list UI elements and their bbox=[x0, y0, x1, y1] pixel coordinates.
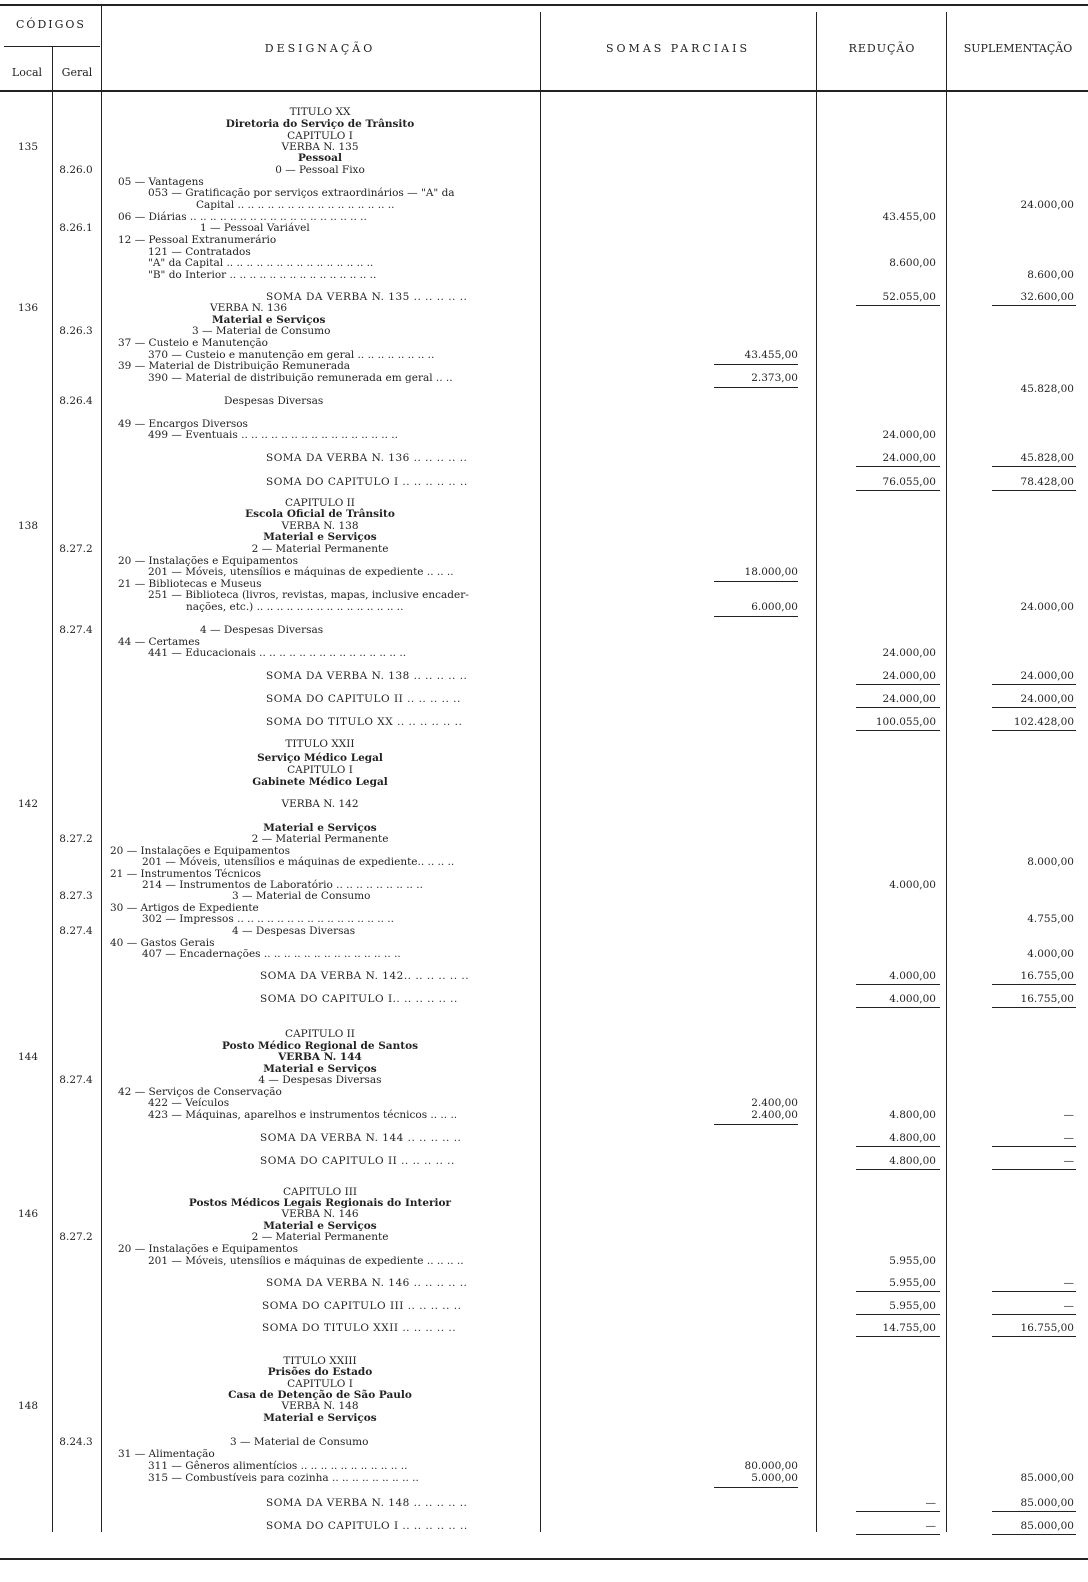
partial-sum: 43.455,00 bbox=[744, 349, 798, 361]
partial-sum: 2.373,00 bbox=[751, 372, 798, 384]
budget-row bbox=[0, 508, 1088, 520]
designation: 20 — Instalações e Equipamentos bbox=[110, 845, 290, 857]
budget-row bbox=[0, 1109, 1088, 1121]
supplement-value: 78.428,00 bbox=[1020, 476, 1074, 488]
budget-row bbox=[0, 1028, 1088, 1040]
reduction-value: — bbox=[925, 1497, 936, 1509]
budget-row bbox=[0, 1366, 1088, 1378]
designation: SOMA DA VERBA N. 142.. .. .. .. .. .. bbox=[260, 970, 470, 982]
budget-row bbox=[0, 1448, 1088, 1460]
supplement-value: — bbox=[1063, 1109, 1074, 1121]
total-row bbox=[0, 1132, 1088, 1144]
header-designacao: DESIGNAÇÃO bbox=[264, 42, 376, 55]
supplement-value: 24.000,00 bbox=[1020, 601, 1074, 613]
budget-row bbox=[0, 948, 1088, 960]
designation: SOMA DO CAPITULO II .. .. .. .. .. bbox=[266, 693, 461, 705]
local-code: 138 bbox=[17, 520, 39, 532]
designation: 44 — Certames bbox=[118, 636, 200, 648]
designation: 499 — Eventuais .. .. .. .. .. .. .. .. .. .. .. .. .. .. .. .. bbox=[148, 429, 398, 441]
total-row bbox=[0, 476, 1088, 488]
designation: 2 — Material Permanente bbox=[251, 833, 389, 845]
budget-row bbox=[0, 118, 1088, 130]
designation: SOMA DA VERBA N. 146 .. .. .. .. .. bbox=[266, 1277, 468, 1289]
budget-row bbox=[0, 738, 1088, 750]
designation: Prisões do Estado bbox=[267, 1366, 373, 1378]
supplement-value: — bbox=[1063, 1155, 1074, 1167]
designation: Escola Oficial de Trânsito bbox=[245, 508, 395, 520]
geral-code: 8.27.4 bbox=[59, 925, 93, 937]
designation: 121 — Contratados bbox=[148, 246, 251, 258]
budget-row bbox=[0, 798, 1088, 810]
local-code: 135 bbox=[17, 141, 39, 153]
designation: 4 — Despesas Diversas bbox=[200, 624, 324, 636]
reduction-value: 5.955,00 bbox=[889, 1255, 936, 1267]
designation: 30 — Artigos de Expediente bbox=[110, 902, 259, 914]
reduction-value: 76.055,00 bbox=[882, 476, 936, 488]
local-code: 146 bbox=[17, 1208, 39, 1220]
designation: 06 — Diárias .. .. .. .. .. .. .. .. .. .. .. .. .. .. .. .. .. .. bbox=[118, 211, 367, 223]
designation: 4 — Despesas Diversas bbox=[258, 1074, 382, 1086]
reduction-value: — bbox=[925, 1520, 936, 1532]
reduction-value: 8.600,00 bbox=[889, 257, 936, 269]
designation: SOMA DA VERBA N. 138 .. .. .. .. .. bbox=[266, 670, 468, 682]
designation: 201 — Móveis, utensílios e máquinas de expediente .. .. .. bbox=[148, 566, 454, 578]
total-row bbox=[0, 452, 1088, 464]
partial-sum: 80.000,00 bbox=[744, 1460, 798, 1472]
designation: VERBA N. 148 bbox=[281, 1400, 359, 1412]
supplement-value: 85.000,00 bbox=[1020, 1520, 1074, 1532]
reduction-value: 24.000,00 bbox=[882, 670, 936, 682]
local-code: 148 bbox=[17, 1400, 39, 1412]
designation: 214 — Instrumentos de Laboratório .. .. .. .. .. .. .. .. .. bbox=[142, 879, 423, 891]
designation: 315 — Combustíveis para cozinha .. .. .. .. .. .. .. .. .. bbox=[148, 1472, 419, 1484]
budget-row bbox=[0, 647, 1088, 659]
designation: "A" da Capital .. .. .. .. .. .. .. .. .. .. .. .. .. .. .. bbox=[148, 257, 374, 269]
budget-row bbox=[0, 764, 1088, 776]
supplement-value: 16.755,00 bbox=[1020, 993, 1074, 1005]
designation: CAPITULO I bbox=[287, 764, 353, 776]
budget-row bbox=[0, 106, 1088, 118]
designation: SOMA DO TITULO XXII .. .. .. .. .. bbox=[262, 1322, 457, 1334]
partial-sum: 6.000,00 bbox=[751, 601, 798, 613]
supplement-value: 16.755,00 bbox=[1020, 970, 1074, 982]
budget-row bbox=[0, 776, 1088, 788]
total-row bbox=[0, 1497, 1088, 1509]
geral-code: 8.27.3 bbox=[59, 890, 93, 902]
designation: VERBA N. 135 bbox=[281, 141, 359, 153]
budget-row bbox=[0, 913, 1088, 925]
designation: 201 — Móveis, utensílios e máquinas de expediente .. .. .. .. bbox=[148, 1255, 464, 1267]
designation: Serviço Médico Legal bbox=[257, 752, 383, 764]
designation: SOMA DO CAPITULO II .. .. .. .. .. bbox=[260, 1155, 455, 1167]
designation: CAPITULO II bbox=[285, 1028, 355, 1040]
budget-row bbox=[0, 601, 1088, 613]
reduction-value: 100.055,00 bbox=[875, 716, 936, 728]
header-reducao: REDUÇÃO bbox=[848, 42, 916, 55]
budget-row bbox=[0, 152, 1088, 164]
total-row bbox=[0, 1155, 1088, 1167]
budget-row bbox=[0, 890, 1088, 902]
budget-row bbox=[0, 1243, 1088, 1255]
total-row bbox=[0, 993, 1088, 1005]
budget-row bbox=[0, 925, 1088, 937]
designation: SOMA DO CAPITULO III .. .. .. .. .. bbox=[262, 1300, 462, 1312]
budget-row bbox=[0, 1255, 1088, 1267]
budget-row bbox=[0, 429, 1088, 441]
budget-row bbox=[0, 624, 1088, 636]
reduction-value: 24.000,00 bbox=[882, 429, 936, 441]
designation: SOMA DA VERBA N. 136 .. .. .. .. .. bbox=[266, 452, 468, 464]
reduction-value: 24.000,00 bbox=[882, 647, 936, 659]
reduction-value: 5.955,00 bbox=[889, 1300, 936, 1312]
supplement-value: 24.000,00 bbox=[1020, 199, 1074, 211]
total-row bbox=[0, 716, 1088, 728]
header-geral: Geral bbox=[61, 66, 93, 79]
designation: Material e Serviços bbox=[263, 531, 377, 543]
designation: "B" do Interior .. .. .. .. .. .. .. .. .. .. .. .. .. .. .. bbox=[148, 269, 377, 281]
header-somas-parciais: SOMAS PARCIAIS bbox=[606, 42, 750, 55]
designation: 1 — Pessoal Variável bbox=[200, 222, 310, 234]
budget-row bbox=[0, 531, 1088, 543]
budget-row bbox=[0, 1208, 1088, 1220]
designation: Capital .. .. .. .. .. .. .. .. .. .. .. .. .. .. .. .. bbox=[196, 199, 395, 211]
supplement-value: 85.000,00 bbox=[1020, 1497, 1074, 1509]
designation: 3 — Material de Consumo bbox=[192, 325, 331, 337]
designation: VERBA N. 144 bbox=[278, 1051, 362, 1063]
designation: 40 — Gastos Gerais bbox=[110, 937, 215, 949]
supplement-value: 45.828,00 bbox=[1020, 383, 1074, 395]
designation: Casa de Detenção de São Paulo bbox=[228, 1389, 412, 1401]
geral-code: 8.27.2 bbox=[59, 543, 93, 555]
budget-row bbox=[0, 234, 1088, 246]
designation: 49 — Encargos Diversos bbox=[118, 418, 248, 430]
budget-row bbox=[0, 1074, 1088, 1086]
designation: 20 — Instalações e Equipamentos bbox=[118, 555, 298, 567]
designation: SOMA DA VERBA N. 135 .. .. .. .. .. bbox=[266, 291, 468, 303]
budget-row bbox=[0, 752, 1088, 764]
budget-row bbox=[0, 1412, 1088, 1424]
designation: Material e Serviços bbox=[263, 1220, 377, 1232]
budget-row bbox=[0, 833, 1088, 845]
geral-code: 8.24.3 bbox=[59, 1436, 93, 1448]
reduction-value: 4.000,00 bbox=[889, 993, 936, 1005]
geral-code: 8.27.4 bbox=[59, 1074, 93, 1086]
designation: 3 — Material de Consumo bbox=[232, 890, 371, 902]
geral-code: 8.27.2 bbox=[59, 833, 93, 845]
header-codigos: CÓDIGOS bbox=[16, 18, 86, 31]
budget-row bbox=[0, 1097, 1088, 1109]
reduction-value: 4.000,00 bbox=[889, 970, 936, 982]
designation: 423 — Máquinas, aparelhos e instrumentos técnicos .. .. .. bbox=[148, 1109, 458, 1121]
geral-code: 8.26.3 bbox=[59, 325, 93, 337]
designation: 31 — Alimentação bbox=[118, 1448, 215, 1460]
designation: nações, etc.) .. .. .. .. .. .. .. .. .. .. .. .. .. .. .. bbox=[186, 601, 404, 613]
designation: 390 — Material de distribuição remunerada em geral .. .. bbox=[148, 372, 453, 384]
budget-row bbox=[0, 856, 1088, 868]
designation: 0 — Pessoal Fixo bbox=[275, 164, 365, 176]
designation: Gabinete Médico Legal bbox=[252, 776, 388, 788]
designation: SOMA DA VERBA N. 144 .. .. .. .. .. bbox=[260, 1132, 462, 1144]
geral-code: 8.26.1 bbox=[59, 222, 93, 234]
total-row bbox=[0, 670, 1088, 682]
supplement-value: 4.755,00 bbox=[1027, 913, 1074, 925]
budget-row bbox=[0, 360, 1088, 372]
designation: 21 — Bibliotecas e Museus bbox=[118, 578, 262, 590]
designation: 407 — Encadernações .. .. .. .. .. .. .. .. .. .. .. .. .. .. bbox=[142, 948, 401, 960]
designation: SOMA DO CAPITULO I .. .. .. .. .. .. bbox=[266, 1520, 468, 1532]
designation: 05 — Vantagens bbox=[118, 176, 204, 188]
budget-row bbox=[0, 589, 1088, 601]
designation: 2 — Material Permanente bbox=[251, 1231, 389, 1243]
designation: CAPITULO I bbox=[287, 1378, 353, 1390]
header-suplementacao: SUPLEMENTAÇÃO bbox=[963, 42, 1073, 55]
designation: Diretoria do Serviço de Trânsito bbox=[225, 118, 415, 130]
supplement-value: 85.000,00 bbox=[1020, 1472, 1074, 1484]
budget-row bbox=[0, 1051, 1088, 1063]
partial-sum: 18.000,00 bbox=[744, 566, 798, 578]
partial-sum: 2.400,00 bbox=[751, 1109, 798, 1121]
reduction-value: 43.455,00 bbox=[882, 211, 936, 223]
budget-row bbox=[0, 199, 1088, 211]
local-code: 142 bbox=[17, 798, 39, 810]
reduction-value: 4.800,00 bbox=[889, 1109, 936, 1121]
supplement-value: 16.755,00 bbox=[1020, 1322, 1074, 1334]
reduction-value: 52.055,00 bbox=[882, 291, 936, 303]
budget-row bbox=[0, 1231, 1088, 1243]
designation: CAPITULO II bbox=[285, 497, 355, 509]
designation: CAPITULO III bbox=[282, 1186, 358, 1198]
designation: 201 — Móveis, utensílios e máquinas de expediente.. .. .. .. bbox=[142, 856, 455, 868]
designation: 441 — Educacionais .. .. .. .. .. .. .. .. .. .. .. .. .. .. .. bbox=[148, 647, 407, 659]
reduction-value: 14.755,00 bbox=[882, 1322, 936, 1334]
budget-row bbox=[0, 1436, 1088, 1448]
designation: VERBA N. 136 bbox=[210, 302, 288, 314]
designation: TITULO XX bbox=[289, 106, 351, 118]
supplement-value: 102.428,00 bbox=[1013, 716, 1074, 728]
designation: 37 — Custeio e Manutenção bbox=[118, 337, 268, 349]
designation: Material e Serviços bbox=[263, 1063, 377, 1075]
supplement-value: 8.000,00 bbox=[1027, 856, 1074, 868]
total-row bbox=[0, 1300, 1088, 1312]
geral-code: 8.27.2 bbox=[59, 1231, 93, 1243]
supplement-value: 45.828,00 bbox=[1020, 452, 1074, 464]
budget-row bbox=[0, 257, 1088, 269]
budget-row bbox=[0, 164, 1088, 176]
designation: 370 — Custeio e manutenção em geral .. .. .. .. .. .. .. .. bbox=[148, 349, 435, 361]
designation: 21 — Instrumentos Técnicos bbox=[110, 868, 262, 880]
designation: 053 — Gratificação por serviços extraordinários — "A" da bbox=[148, 187, 455, 199]
designation: Material e Serviços bbox=[212, 314, 326, 326]
designation: TITULO XXII bbox=[285, 738, 355, 750]
budget-row bbox=[0, 337, 1088, 349]
total-row bbox=[0, 1277, 1088, 1289]
designation: Pessoal bbox=[298, 152, 342, 164]
designation: 39 — Material de Distribuição Remunerada bbox=[118, 360, 351, 372]
total-row bbox=[0, 1322, 1088, 1334]
designation: SOMA DO CAPITULO I.. .. .. .. .. .. bbox=[260, 993, 458, 1005]
budget-row bbox=[0, 543, 1088, 555]
budget-row bbox=[0, 187, 1088, 199]
budget-row bbox=[0, 1472, 1088, 1484]
reduction-value: 4.000,00 bbox=[889, 879, 936, 891]
budget-row bbox=[0, 1400, 1088, 1412]
designation: 251 — Biblioteca (livros, revistas, mapas, inclusive encader- bbox=[148, 589, 469, 601]
header-local: Local bbox=[11, 66, 43, 79]
geral-code: 8.27.4 bbox=[59, 624, 93, 636]
local-code: 136 bbox=[17, 302, 39, 314]
budget-row bbox=[0, 383, 1088, 395]
designation: VERBA N. 138 bbox=[281, 520, 359, 532]
reduction-value: 24.000,00 bbox=[882, 452, 936, 464]
supplement-value: — bbox=[1063, 1300, 1074, 1312]
designation: Material e Serviços bbox=[263, 822, 377, 834]
designation: 3 — Material de Consumo bbox=[230, 1436, 369, 1448]
designation: Postos Médicos Legais Regionais do Interior bbox=[188, 1197, 452, 1209]
total-row bbox=[0, 1520, 1088, 1532]
designation: 20 — Instalações e Equipamentos bbox=[118, 1243, 298, 1255]
partial-sum: 2.400,00 bbox=[751, 1097, 798, 1109]
designation: VERBA N. 142 bbox=[281, 798, 359, 810]
designation: CAPITULO I bbox=[287, 130, 353, 142]
designation: TITULO XXIII bbox=[283, 1355, 357, 1367]
budget-row bbox=[0, 566, 1088, 578]
supplement-value: 32.600,00 bbox=[1020, 291, 1074, 303]
designation: Material e Serviços bbox=[263, 1412, 377, 1424]
budget-row bbox=[0, 325, 1088, 337]
local-code: 144 bbox=[17, 1051, 39, 1063]
designation: Despesas Diversas bbox=[224, 395, 324, 407]
designation: SOMA DA VERBA N. 148 .. .. .. .. .. bbox=[266, 1497, 468, 1509]
supplement-value: 24.000,00 bbox=[1020, 693, 1074, 705]
designation: VERBA N. 146 bbox=[281, 1208, 359, 1220]
designation: SOMA DO TITULO XX .. .. .. .. .. .. bbox=[266, 716, 463, 728]
reduction-value: 5.955,00 bbox=[889, 1277, 936, 1289]
designation: 311 — Gêneros alimentícios .. .. .. .. .. .. .. .. .. .. .. bbox=[148, 1460, 408, 1472]
geral-code: 8.26.4 bbox=[59, 395, 93, 407]
designation: 2 — Material Permanente bbox=[251, 543, 389, 555]
total-row bbox=[0, 693, 1088, 705]
designation: 12 — Pessoal Extranumerário bbox=[118, 234, 277, 246]
supplement-value: 24.000,00 bbox=[1020, 670, 1074, 682]
designation: 302 — Impressos .. .. .. .. .. .. .. .. .. .. .. .. .. .. .. .. bbox=[142, 913, 394, 925]
supplement-value: — bbox=[1063, 1132, 1074, 1144]
geral-code: 8.26.0 bbox=[59, 164, 93, 176]
designation: 422 — Veículos bbox=[148, 1097, 230, 1109]
budget-row bbox=[0, 269, 1088, 281]
budget-row bbox=[0, 1460, 1088, 1472]
reduction-value: 24.000,00 bbox=[882, 693, 936, 705]
budget-row bbox=[0, 302, 1088, 314]
total-row bbox=[0, 970, 1088, 982]
designation: 4 — Despesas Diversas bbox=[232, 925, 356, 937]
supplement-value: — bbox=[1063, 1277, 1074, 1289]
reduction-value: 4.800,00 bbox=[889, 1155, 936, 1167]
budget-row bbox=[0, 222, 1088, 234]
designation: 42 — Serviços de Conservação bbox=[118, 1086, 282, 1098]
partial-sum: 5.000,00 bbox=[751, 1472, 798, 1484]
supplement-value: 8.600,00 bbox=[1027, 269, 1074, 281]
reduction-value: 4.800,00 bbox=[889, 1132, 936, 1144]
budget-row bbox=[0, 395, 1088, 407]
designation: SOMA DO CAPITULO I .. .. .. .. .. .. bbox=[266, 476, 468, 488]
designation: Posto Médico Regional de Santos bbox=[221, 1040, 418, 1052]
supplement-value: 4.000,00 bbox=[1027, 948, 1074, 960]
